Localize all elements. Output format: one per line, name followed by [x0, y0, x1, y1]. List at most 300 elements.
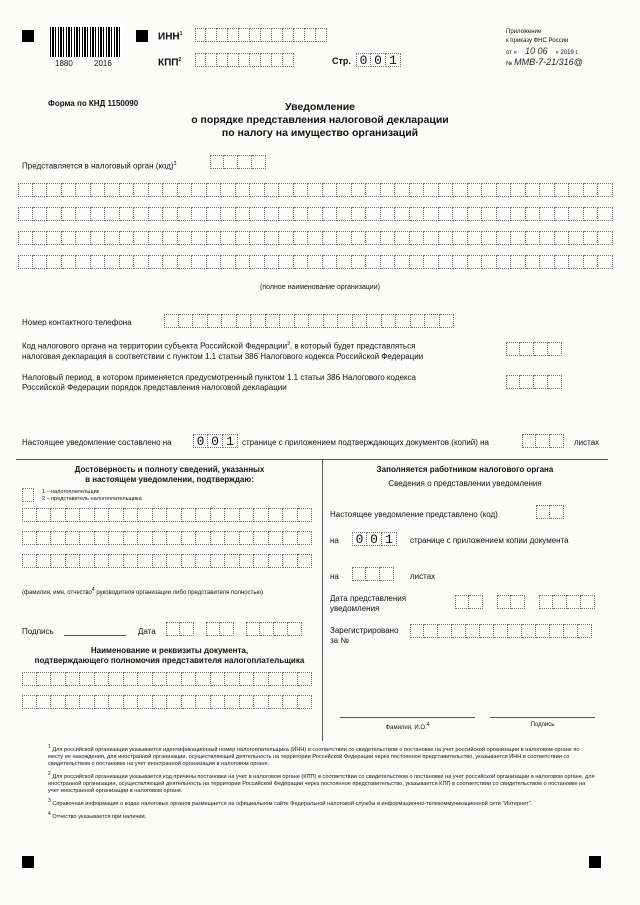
input-cell[interactable] [250, 255, 265, 269]
input-cell[interactable] [294, 255, 309, 269]
input-cell[interactable] [280, 314, 295, 328]
input-cell[interactable] [380, 567, 394, 581]
input-cell[interactable] [91, 183, 106, 197]
input-cell[interactable]: 1 [382, 532, 397, 546]
input-cell[interactable] [578, 624, 592, 638]
tax-period-field[interactable] [506, 375, 562, 389]
input-cell[interactable] [182, 531, 197, 545]
input-cell[interactable] [196, 508, 211, 522]
input-cell[interactable] [260, 622, 274, 636]
input-cell[interactable]: 0 [367, 532, 382, 546]
submitted-pages-field[interactable] [352, 532, 397, 546]
input-cell[interactable] [506, 342, 520, 356]
input-cell[interactable] [192, 231, 207, 245]
input-cell[interactable] [236, 231, 251, 245]
input-cell[interactable] [225, 672, 240, 686]
input-cell[interactable] [482, 255, 497, 269]
input-cell[interactable]: 1 [223, 434, 238, 448]
inn-field[interactable] [195, 28, 327, 42]
input-cell[interactable] [598, 255, 613, 269]
input-cell[interactable] [298, 508, 313, 522]
input-cell[interactable] [283, 28, 294, 42]
input-cell[interactable] [511, 231, 526, 245]
input-cell[interactable] [550, 505, 564, 519]
input-cell[interactable] [76, 255, 91, 269]
input-row[interactable] [22, 695, 312, 709]
input-cell[interactable] [109, 695, 124, 709]
input-cell[interactable] [33, 183, 48, 197]
input-cell[interactable] [109, 672, 124, 686]
input-cell[interactable] [555, 207, 570, 221]
input-cell[interactable] [120, 255, 135, 269]
input-cell[interactable] [138, 508, 153, 522]
input-cell[interactable] [272, 28, 283, 42]
input-cell[interactable]: 0 [356, 53, 371, 67]
input-cell[interactable]: 1 [386, 53, 401, 67]
input-cell[interactable] [225, 695, 240, 709]
input-cell[interactable] [167, 695, 182, 709]
input-cell[interactable] [283, 508, 298, 522]
input-cell[interactable] [272, 53, 283, 67]
input-cell[interactable] [540, 183, 555, 197]
input-cell[interactable] [337, 183, 352, 197]
input-cell[interactable] [410, 183, 425, 197]
input-cell[interactable] [153, 508, 168, 522]
input-cell[interactable] [221, 207, 236, 221]
input-cell[interactable] [134, 255, 149, 269]
input-cell[interactable] [62, 231, 77, 245]
input-cell[interactable] [410, 231, 425, 245]
input-cell[interactable] [225, 554, 240, 568]
input-cell[interactable] [352, 207, 367, 221]
input-cell[interactable] [95, 554, 110, 568]
input-cell[interactable] [266, 314, 281, 328]
input-cell[interactable] [305, 28, 316, 42]
input-cell[interactable] [265, 231, 280, 245]
input-cell[interactable] [520, 375, 534, 389]
input-cell[interactable] [66, 508, 81, 522]
input-cell[interactable] [22, 554, 37, 568]
input-cell[interactable] [366, 207, 381, 221]
input-row[interactable] [22, 672, 312, 686]
input-cell[interactable] [192, 183, 207, 197]
input-cell[interactable] [182, 695, 197, 709]
input-cell[interactable] [196, 554, 211, 568]
input-cell[interactable] [236, 207, 251, 221]
input-cell[interactable] [468, 207, 483, 221]
page-number-field[interactable] [356, 53, 401, 67]
input-cell[interactable] [18, 207, 33, 221]
input-cell[interactable] [410, 255, 425, 269]
input-cell[interactable] [453, 207, 468, 221]
input-cell[interactable] [298, 531, 313, 545]
input-cell[interactable] [482, 183, 497, 197]
input-cell[interactable] [37, 672, 52, 686]
date-month-field[interactable] [206, 622, 234, 636]
input-cell[interactable] [453, 231, 468, 245]
input-cell[interactable] [497, 207, 512, 221]
input-cell[interactable] [22, 695, 37, 709]
input-cell[interactable] [536, 505, 550, 519]
input-cell[interactable] [269, 508, 284, 522]
input-cell[interactable] [497, 595, 511, 609]
input-cell[interactable] [206, 28, 217, 42]
input-cell[interactable] [261, 53, 272, 67]
input-cell[interactable] [439, 255, 454, 269]
input-cell[interactable] [208, 314, 223, 328]
input-cell[interactable] [353, 314, 368, 328]
input-cell[interactable] [455, 595, 469, 609]
input-cell[interactable] [211, 695, 226, 709]
input-row[interactable] [22, 554, 312, 568]
input-cell[interactable] [555, 183, 570, 197]
input-cell[interactable] [47, 207, 62, 221]
input-cell[interactable] [283, 672, 298, 686]
input-cell[interactable] [395, 183, 410, 197]
input-cell[interactable] [222, 314, 237, 328]
input-cell[interactable] [167, 672, 182, 686]
input-cell[interactable] [352, 183, 367, 197]
input-cell[interactable] [182, 672, 197, 686]
input-cell[interactable]: 0 [371, 53, 386, 67]
input-cell[interactable] [337, 207, 352, 221]
input-cell[interactable] [424, 231, 439, 245]
input-cell[interactable] [195, 28, 206, 42]
input-cell[interactable] [526, 183, 541, 197]
input-cell[interactable] [228, 28, 239, 42]
input-cell[interactable] [283, 53, 294, 67]
input-cell[interactable] [316, 28, 327, 42]
input-cell[interactable] [381, 255, 396, 269]
input-cell[interactable] [240, 508, 255, 522]
input-cell[interactable] [178, 231, 193, 245]
input-cell[interactable] [250, 28, 261, 42]
input-cell[interactable] [163, 207, 178, 221]
input-cell[interactable] [250, 231, 265, 245]
input-cell[interactable] [367, 314, 382, 328]
input-cell[interactable]: 0 [208, 434, 223, 448]
input-cell[interactable] [91, 255, 106, 269]
input-cell[interactable] [224, 155, 238, 169]
input-cell[interactable] [207, 255, 222, 269]
input-cell[interactable]: 0 [352, 532, 367, 546]
input-cell[interactable] [66, 531, 81, 545]
submission-year-field[interactable] [539, 595, 595, 609]
input-cell[interactable] [207, 231, 222, 245]
input-cell[interactable] [124, 508, 139, 522]
input-cell[interactable] [105, 255, 120, 269]
input-cell[interactable] [598, 231, 613, 245]
input-cell[interactable] [584, 183, 599, 197]
officer-sign-line[interactable] [490, 717, 595, 718]
input-cell[interactable] [294, 28, 305, 42]
input-cell[interactable] [37, 554, 52, 568]
input-cell[interactable] [62, 255, 77, 269]
input-cell[interactable] [581, 595, 595, 609]
input-cell[interactable] [178, 183, 193, 197]
input-cell[interactable] [22, 672, 37, 686]
input-cell[interactable] [569, 255, 584, 269]
input-row[interactable] [18, 183, 613, 197]
input-cell[interactable] [324, 314, 339, 328]
input-cell[interactable] [540, 255, 555, 269]
input-cell[interactable] [520, 342, 534, 356]
input-cell[interactable] [221, 183, 236, 197]
input-cell[interactable] [153, 672, 168, 686]
input-cell[interactable] [91, 207, 106, 221]
input-cell[interactable] [240, 695, 255, 709]
input-cell[interactable] [338, 314, 353, 328]
input-cell[interactable] [511, 595, 525, 609]
input-cell[interactable] [352, 255, 367, 269]
input-cell[interactable] [466, 624, 480, 638]
input-cell[interactable] [196, 531, 211, 545]
input-cell[interactable] [95, 695, 110, 709]
input-cell[interactable] [225, 531, 240, 545]
input-cell[interactable] [240, 531, 255, 545]
input-cell[interactable] [225, 508, 240, 522]
input-cell[interactable] [497, 231, 512, 245]
date-year-field[interactable] [246, 622, 302, 636]
input-cell[interactable] [294, 207, 309, 221]
input-cell[interactable] [283, 695, 298, 709]
input-cell[interactable] [240, 554, 255, 568]
input-cell[interactable] [238, 155, 252, 169]
input-cell[interactable] [395, 207, 410, 221]
input-cell[interactable] [522, 624, 536, 638]
input-cell[interactable] [138, 554, 153, 568]
input-cell[interactable] [584, 255, 599, 269]
input-cell[interactable] [80, 695, 95, 709]
input-cell[interactable] [250, 53, 261, 67]
input-cell[interactable] [411, 314, 426, 328]
kpp-field[interactable] [195, 53, 294, 67]
input-cell[interactable] [95, 508, 110, 522]
input-cell[interactable] [91, 231, 106, 245]
input-cell[interactable] [265, 255, 280, 269]
input-cell[interactable] [298, 672, 313, 686]
submitted-sheets-field[interactable] [352, 567, 394, 581]
input-cell[interactable] [438, 624, 452, 638]
input-cell[interactable] [425, 314, 440, 328]
input-cell[interactable] [109, 508, 124, 522]
input-cell[interactable] [62, 183, 77, 197]
input-cell[interactable] [453, 255, 468, 269]
input-cell[interactable] [120, 183, 135, 197]
input-cell[interactable] [366, 231, 381, 245]
input-cell[interactable] [511, 255, 526, 269]
input-cell[interactable] [179, 314, 194, 328]
input-cell[interactable] [283, 554, 298, 568]
input-cell[interactable] [424, 624, 438, 638]
input-cell[interactable] [381, 207, 396, 221]
input-cell[interactable] [480, 624, 494, 638]
input-cell[interactable] [37, 531, 52, 545]
input-cell[interactable] [76, 231, 91, 245]
input-cell[interactable] [352, 567, 366, 581]
input-cell[interactable] [294, 231, 309, 245]
input-cell[interactable] [254, 554, 269, 568]
input-cell[interactable] [468, 255, 483, 269]
input-cell[interactable] [395, 255, 410, 269]
input-cell[interactable] [424, 183, 439, 197]
input-cell[interactable] [80, 554, 95, 568]
input-cell[interactable] [149, 255, 164, 269]
registration-number-field[interactable] [410, 624, 592, 638]
input-cell[interactable] [468, 183, 483, 197]
input-cell[interactable] [120, 231, 135, 245]
input-cell[interactable] [506, 375, 520, 389]
input-cell[interactable] [51, 672, 66, 686]
input-row[interactable] [18, 231, 613, 245]
input-cell[interactable] [47, 183, 62, 197]
input-cell[interactable] [124, 695, 139, 709]
input-cell[interactable] [265, 183, 280, 197]
input-cell[interactable] [211, 672, 226, 686]
input-cell[interactable] [308, 183, 323, 197]
input-cell[interactable] [51, 508, 66, 522]
input-cell[interactable] [269, 531, 284, 545]
input-cell[interactable] [80, 508, 95, 522]
input-row[interactable] [18, 207, 613, 221]
input-cell[interactable] [167, 554, 182, 568]
input-cell[interactable] [80, 531, 95, 545]
tax-authority-code-field[interactable] [210, 155, 266, 169]
input-cell[interactable] [33, 231, 48, 245]
input-cell[interactable] [192, 255, 207, 269]
input-cell[interactable] [540, 231, 555, 245]
input-cell[interactable] [134, 231, 149, 245]
input-cell[interactable] [536, 434, 550, 448]
input-cell[interactable] [564, 624, 578, 638]
input-cell[interactable] [211, 531, 226, 545]
input-cell[interactable] [265, 207, 280, 221]
input-cell[interactable] [196, 672, 211, 686]
input-row[interactable] [22, 531, 312, 545]
input-cell[interactable] [196, 695, 211, 709]
input-cell[interactable] [62, 207, 77, 221]
input-cell[interactable] [37, 695, 52, 709]
input-cell[interactable] [366, 567, 380, 581]
input-cell[interactable] [424, 207, 439, 221]
input-cell[interactable] [164, 314, 179, 328]
input-cell[interactable] [295, 314, 310, 328]
input-cell[interactable] [239, 53, 250, 67]
input-cell[interactable] [288, 622, 302, 636]
input-cell[interactable] [206, 53, 217, 67]
input-cell[interactable] [569, 231, 584, 245]
input-cell[interactable] [298, 695, 313, 709]
input-cell[interactable] [153, 531, 168, 545]
input-cell[interactable] [33, 255, 48, 269]
input-cell[interactable] [439, 183, 454, 197]
input-cell[interactable] [337, 255, 352, 269]
input-cell[interactable] [526, 231, 541, 245]
input-cell[interactable] [18, 231, 33, 245]
input-cell[interactable] [254, 531, 269, 545]
input-cell[interactable] [569, 183, 584, 197]
input-cell[interactable] [548, 342, 562, 356]
input-cell[interactable] [228, 53, 239, 67]
input-cell[interactable] [210, 155, 224, 169]
input-cell[interactable] [138, 672, 153, 686]
input-cell[interactable] [167, 508, 182, 522]
input-cell[interactable] [51, 695, 66, 709]
input-cell[interactable] [452, 624, 466, 638]
input-cell[interactable] [66, 672, 81, 686]
input-cell[interactable] [410, 207, 425, 221]
input-cell[interactable] [120, 207, 135, 221]
input-cell[interactable] [569, 207, 584, 221]
input-cell[interactable] [254, 508, 269, 522]
input-cell[interactable] [221, 255, 236, 269]
input-cell[interactable] [207, 183, 222, 197]
input-cell[interactable] [95, 531, 110, 545]
input-cell[interactable] [468, 231, 483, 245]
input-row[interactable] [22, 508, 312, 522]
input-cell[interactable] [138, 695, 153, 709]
input-cell[interactable] [294, 183, 309, 197]
input-cell[interactable] [254, 672, 269, 686]
input-cell[interactable] [550, 624, 564, 638]
input-cell[interactable] [497, 255, 512, 269]
input-cell[interactable] [134, 207, 149, 221]
input-cell[interactable] [206, 622, 220, 636]
input-cell[interactable] [239, 28, 250, 42]
input-cell[interactable] [66, 554, 81, 568]
input-cell[interactable] [381, 231, 396, 245]
input-cell[interactable] [308, 255, 323, 269]
input-cell[interactable] [395, 231, 410, 245]
input-cell[interactable] [279, 183, 294, 197]
input-cell[interactable] [182, 554, 197, 568]
composed-pages-field[interactable] [193, 434, 238, 448]
input-cell[interactable] [534, 375, 548, 389]
input-cell[interactable] [482, 207, 497, 221]
input-cell[interactable] [366, 183, 381, 197]
input-cell[interactable] [540, 207, 555, 221]
input-cell[interactable] [283, 531, 298, 545]
input-cell[interactable] [220, 622, 234, 636]
input-cell[interactable]: 0 [193, 434, 208, 448]
input-cell[interactable] [76, 207, 91, 221]
input-cell[interactable] [584, 231, 599, 245]
input-cell[interactable] [217, 53, 228, 67]
input-cell[interactable] [51, 531, 66, 545]
submission-month-field[interactable] [497, 595, 525, 609]
input-cell[interactable] [166, 622, 180, 636]
input-cell[interactable] [567, 595, 581, 609]
input-cell[interactable] [308, 207, 323, 221]
input-cell[interactable] [309, 314, 324, 328]
region-code-field[interactable] [506, 342, 562, 356]
input-cell[interactable] [109, 554, 124, 568]
input-cell[interactable] [192, 207, 207, 221]
input-cell[interactable] [254, 695, 269, 709]
input-cell[interactable] [182, 508, 197, 522]
input-cell[interactable] [207, 207, 222, 221]
input-cell[interactable] [109, 531, 124, 545]
input-cell[interactable] [51, 554, 66, 568]
input-cell[interactable] [66, 695, 81, 709]
input-cell[interactable] [439, 207, 454, 221]
input-cell[interactable] [396, 314, 411, 328]
input-cell[interactable] [598, 183, 613, 197]
input-cell[interactable] [105, 183, 120, 197]
input-cell[interactable] [323, 231, 338, 245]
input-cell[interactable] [482, 231, 497, 245]
input-cell[interactable] [251, 314, 266, 328]
